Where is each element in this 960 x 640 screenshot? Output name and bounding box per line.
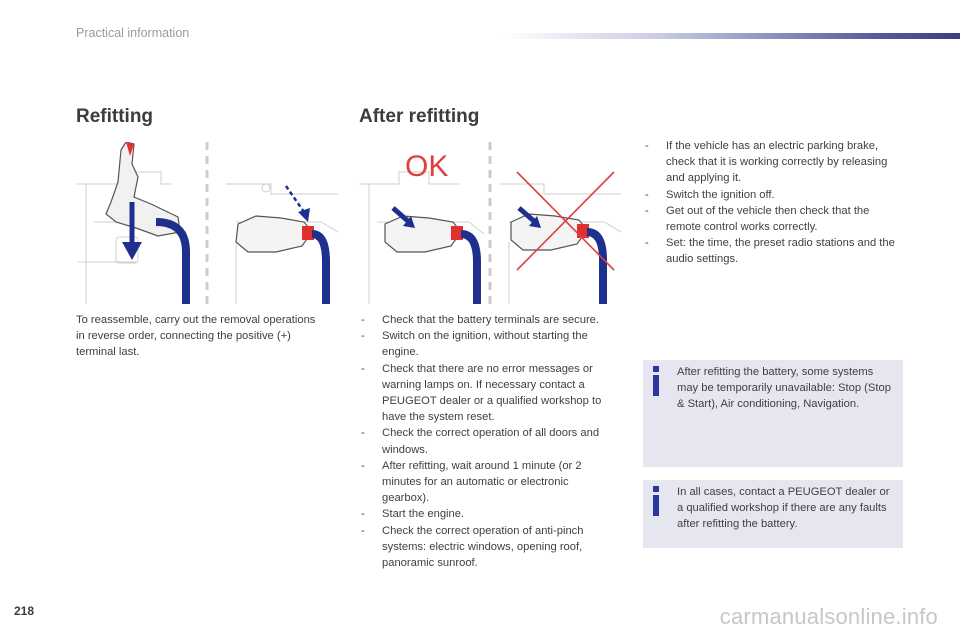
step-item: - After refitting, wait around 1 minute (or 2 minutes for an automatic or electronic gearbox).	[360, 458, 618, 507]
after-refitting-steps	[360, 312, 618, 571]
page-number: 218	[14, 604, 35, 618]
step-item: - Check that there are no error messages or warning lamps on. If necessary contact a PEUGEOT dealer or a qualified workshop to have the system reset.	[360, 361, 618, 426]
info-box	[643, 360, 903, 467]
step-item: - Start the engine.	[360, 506, 618, 522]
info-box	[643, 480, 903, 548]
after-refitting-heading: After refitting	[359, 106, 480, 127]
ok-label: OK	[405, 150, 449, 183]
info-icon	[649, 366, 663, 396]
info-icon	[649, 486, 663, 516]
after-refitting-steps-continued	[644, 138, 902, 268]
step-item: - If the vehicle has an electric parking brake, check that it is working correctly by releasing and applying it.	[644, 138, 902, 187]
step-item: - Switch the ignition off.	[644, 187, 902, 203]
step-item: - Check the correct operation of anti-pinch systems: electric windows, opening roof, panoramic sunroof.	[360, 523, 618, 572]
section-title: Practical information	[76, 26, 190, 40]
refitting-heading: Refitting	[76, 106, 154, 127]
step-item: - Check that the battery terminals are secure.	[360, 312, 618, 328]
step-item: - Switch on the ignition, without starting the engine.	[360, 328, 618, 360]
info-text: In all cases, contact a PEUGEOT dealer or a qualified workshop if there are any faults after refitting the battery.	[677, 486, 890, 530]
step-item: - Get out of the vehicle then check that the remote control works correctly.	[644, 203, 902, 235]
refitting-text: To reassemble, carry out the removal operations in reverse order, connecting the positive (+) terminal last.	[76, 314, 316, 358]
step-item: - Check the correct operation of all doors and windows.	[360, 425, 618, 457]
after-refitting-illustration	[359, 142, 621, 304]
refitting-illustration	[76, 142, 338, 304]
watermark: carmanualsonline.info	[719, 604, 938, 629]
header-gradient-bar	[500, 33, 960, 39]
step-item: - Set: the time, the preset radio stations and the audio settings.	[644, 235, 902, 267]
info-text: After refitting the battery, some systems may be temporarily unavailable: Stop (Stop & Start), Air conditioning, Navigation.	[677, 366, 891, 410]
